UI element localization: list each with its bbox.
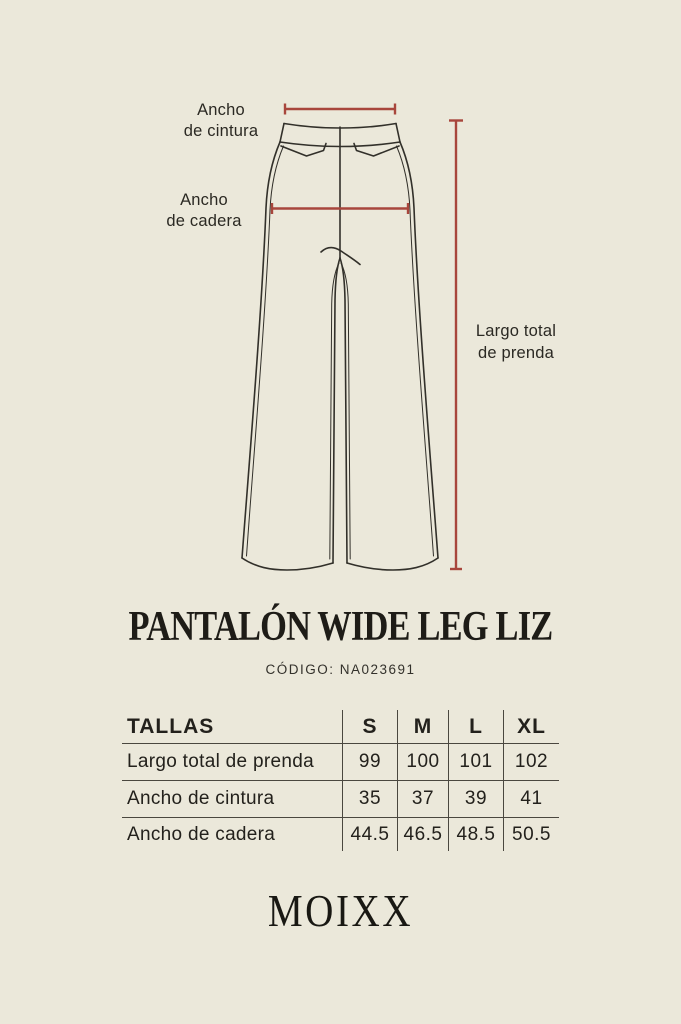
left-hem [242, 558, 333, 570]
hip-width-label [143, 190, 265, 232]
cell-value: 41 [503, 781, 559, 817]
size-table-header-row [122, 710, 559, 743]
pants-outline [242, 124, 438, 571]
total-length-label-line2: de prenda [477, 344, 555, 362]
hip-width-label-line1: Ancho [180, 191, 228, 209]
hip-width-label-line2: de cadera [166, 212, 242, 230]
size-table-header-m: M [397, 710, 448, 743]
size-table-header-s: S [342, 710, 397, 743]
measurement-lines [272, 104, 463, 570]
waist-width-label-line1: Ancho [197, 101, 245, 119]
size-table-header-l: L [448, 710, 503, 743]
row-label-hip-width: Ancho de cadera [127, 823, 276, 845]
right-hem [347, 558, 438, 570]
size-table [122, 710, 559, 851]
row-label-waist-width: Ancho de cintura [127, 788, 275, 809]
product-code: CÓDIGO: NA023691 [265, 662, 416, 677]
waistband-right-end [396, 124, 400, 143]
table-row [122, 780, 559, 817]
table-row [122, 743, 559, 780]
waist-width-label [160, 100, 282, 142]
right-inner-seam [340, 258, 347, 563]
product-title: PANTALÓN WIDE LEG LIZ [128, 604, 553, 650]
cell-value: 99 [342, 744, 397, 780]
cell-value: 102 [503, 744, 559, 780]
row-label-total-length: Largo total de prenda [127, 751, 314, 772]
right-outer-seam [400, 142, 438, 558]
table-row [122, 817, 559, 851]
cell-value: 46.5 [397, 818, 448, 851]
cell-value: 39 [448, 781, 503, 817]
cell-value: 35 [342, 781, 397, 817]
total-length-label-line1: Largo total [475, 322, 557, 340]
cell-value: 37 [397, 781, 448, 817]
total-length-label [455, 320, 577, 364]
size-table-header-xl: XL [503, 710, 559, 743]
cell-value: 50.5 [503, 818, 559, 851]
left-inner-seam [333, 258, 340, 563]
waist-width-label-line2: de cintura [183, 122, 259, 140]
cell-value: 101 [448, 744, 503, 780]
cell-value: 100 [397, 744, 448, 780]
cell-value: 44.5 [342, 818, 397, 851]
size-table-header-tallas: TALLAS [127, 714, 215, 738]
brand-logo: MOIXX [267, 885, 414, 936]
cell-value: 48.5 [448, 818, 503, 851]
